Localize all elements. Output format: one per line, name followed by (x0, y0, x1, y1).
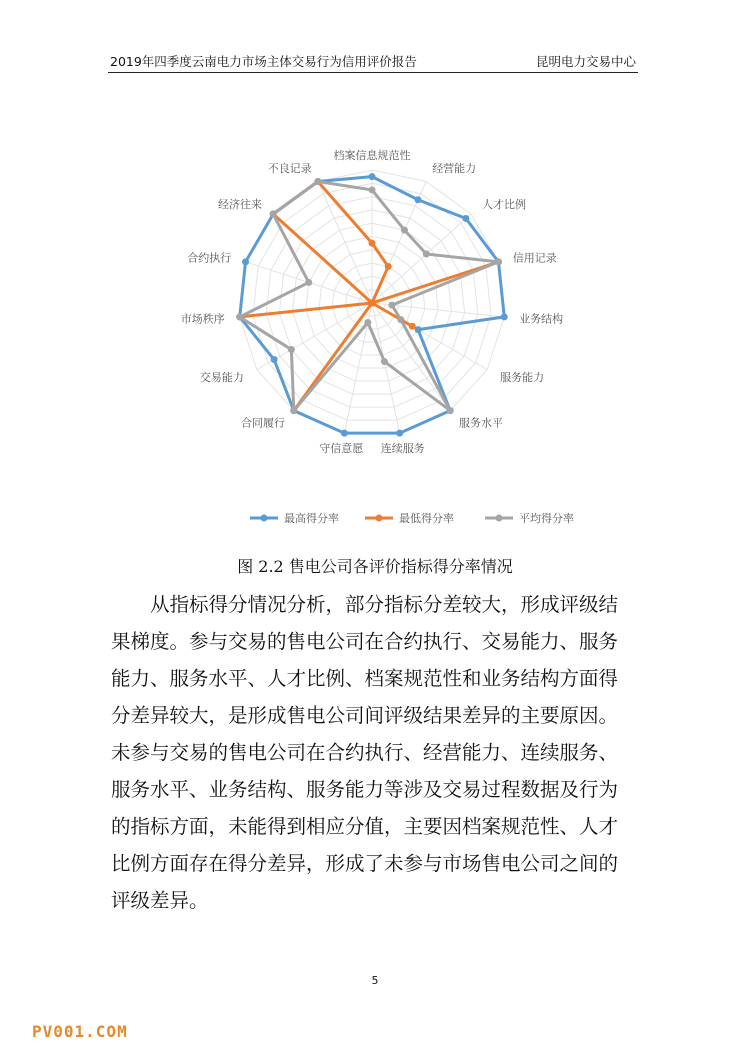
series-point (369, 240, 376, 247)
page-number: 5 (371, 974, 379, 987)
series-point (288, 346, 295, 353)
grid-spoke (318, 181, 372, 303)
axis-label: 合同履行 (241, 416, 286, 430)
series-point (423, 251, 430, 258)
series-point (381, 358, 388, 365)
axis-label: 守信意愿 (319, 441, 364, 455)
report-title: 2019年四季度云南电力市场主体交易行为信用评价报告 (110, 54, 417, 69)
series-point (369, 173, 376, 180)
series-point (305, 279, 312, 286)
axis-label: 不良记录 (267, 161, 312, 175)
series-point (369, 186, 376, 193)
series-point (414, 196, 421, 203)
series-point (242, 258, 249, 265)
series-point (236, 313, 243, 320)
axis-label: 连续服务 (380, 441, 425, 455)
figure-caption: 图 2.2 售电公司各评价指标得分率情况 (237, 557, 513, 576)
axis-label: 经济往来 (218, 197, 263, 211)
paragraph-line: 分差异较大，是形成售电公司间评级结果差异的主要原因。 (111, 704, 619, 727)
series-point (501, 313, 508, 320)
series-point (397, 316, 404, 323)
paragraph-line: 能力、服务水平、人才比例、档案规范性和业务结构方面得 (111, 667, 619, 690)
paragraph-line: 评级差异。 (111, 889, 209, 912)
axis-label: 信用记录 (512, 251, 557, 265)
body-paragraph (111, 586, 641, 919)
series-point (409, 323, 416, 330)
axis-label: 服务水平 (458, 416, 503, 430)
chart-legend (250, 511, 574, 525)
legend-label: 最高得分率 (284, 512, 339, 525)
series-point (388, 302, 395, 309)
legend-marker (376, 515, 383, 522)
page-header (108, 48, 638, 73)
series-point (495, 258, 502, 265)
axis-label: 市场秩序 (180, 312, 225, 326)
axis-label: 人才比例 (481, 197, 526, 211)
axis-label: 服务能力 (500, 371, 545, 384)
series-point (396, 430, 403, 437)
series-point (369, 300, 376, 307)
series-point (401, 227, 408, 234)
series-point (270, 211, 277, 218)
paragraph-line: 服务水平、业务结构、服务能力等涉及交易过程数据及行为 (111, 778, 619, 801)
radar-chart (130, 140, 620, 540)
axis-label: 经营能力 (432, 161, 477, 175)
paragraph-line: 从指标得分情况分析，部分指标分差较大，形成评级结 (150, 593, 619, 616)
series-point (364, 319, 371, 326)
axis-label: 业务结构 (519, 312, 564, 326)
paragraph-line: 果梯度。参与交易的售电公司在合约执行、交易能力、服务 (111, 630, 619, 653)
watermark: PV001.COM (32, 1022, 128, 1041)
series-point (290, 407, 297, 414)
series-point (314, 178, 321, 185)
organization-name: 昆明电力交易中心 (535, 54, 636, 69)
axis-label: 合约执行 (187, 251, 232, 265)
paragraph-line: 的指标方面，未能得到相应分值，主要因档案规范性、人才 (111, 815, 619, 838)
series-point (341, 430, 348, 437)
legend-marker (261, 515, 268, 522)
paragraph-line: 未参与交易的售电公司在合约执行、经营能力、连续服务、 (111, 741, 619, 764)
series-point (385, 263, 392, 270)
axis-label: 交易能力 (199, 371, 244, 384)
legend-marker (496, 515, 503, 522)
series-point (447, 407, 454, 414)
legend-label: 最低得分率 (399, 512, 454, 525)
series-point (271, 356, 278, 363)
legend-label: 平均得分率 (519, 512, 574, 525)
paragraph-line: 比例方面存在得分差异，形成了未参与市场售电公司之间的 (111, 852, 619, 875)
series-point (462, 215, 469, 222)
axis-label: 档案信息规范性 (333, 149, 411, 162)
